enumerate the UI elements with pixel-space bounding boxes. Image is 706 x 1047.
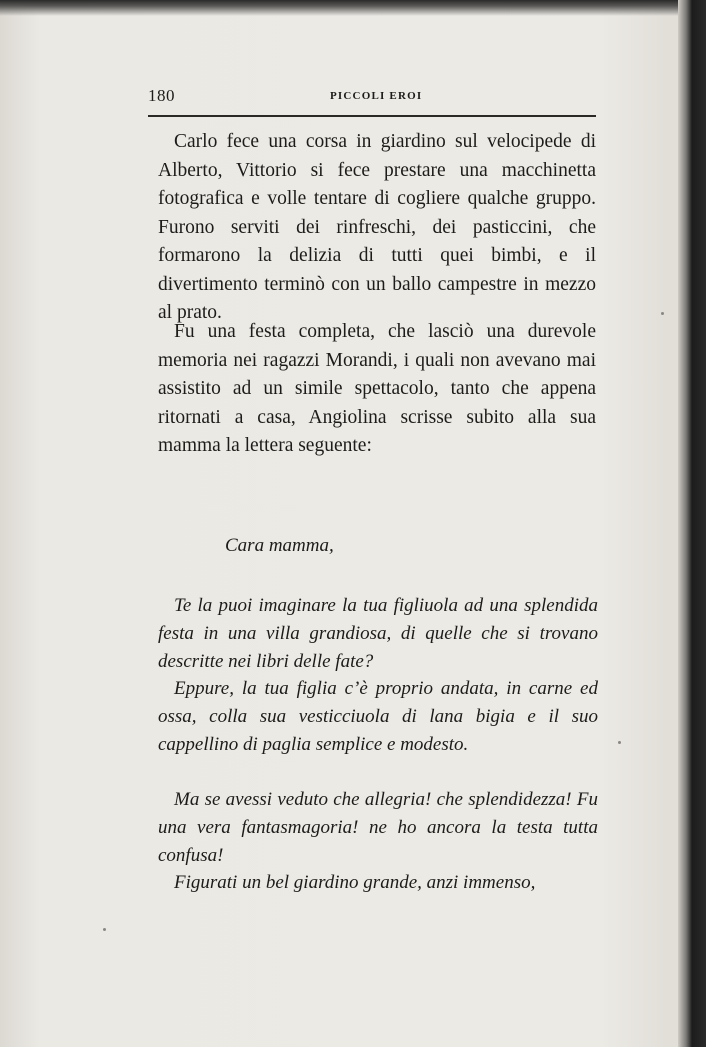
- running-title: PICCOLI EROI: [330, 90, 423, 102]
- scan-page-edge: [678, 0, 706, 1047]
- paper-speck: [103, 928, 106, 931]
- body-paragraph: Carlo fece una corsa in giardino sul velocipede di Alberto, Vittorio si fece prestare una macchinetta fotografica e volle tentare di cogliere qualche gruppo. Furono serviti dei rinfreschi, dei pasticcini, che formarono la delizia di tutti quei bimbi, e il divertimento terminò con un ballo campestre in mezzo al prato.: [158, 131, 596, 323]
- letter-paragraph: Figurati un bel giardino grande, anzi immenso,: [174, 872, 536, 893]
- page-number: 180: [148, 86, 175, 105]
- letter-salutation: Cara mamma,: [225, 535, 334, 556]
- letter-paragraph: Eppure, la tua figlia c’è proprio andata, in carne ed ossa, colla sua vesticciuola di lana bigia e il suo cappellino di paglia semplice e modesto.: [158, 678, 598, 755]
- paper-speck: [618, 741, 621, 744]
- paper-speck: [661, 312, 664, 315]
- letter-paragraph: Ma se avessi veduto che allegria! che splendidezza! Fu una vera fantasmagoria! ne ho ancora la testa tutta confusa!: [158, 789, 598, 866]
- header-rule: [148, 115, 596, 117]
- scan-top-shadow: [0, 0, 706, 16]
- running-header: [148, 86, 596, 108]
- letter-paragraph: Te la puoi imaginare la tua figliuola ad una splendida festa in una villa grandiosa, di quelle che si trovano descritte nei libri delle fate?: [158, 595, 598, 672]
- body-paragraph: Fu una festa completa, che lasciò una durevole memoria nei ragazzi Morandi, i quali non avevano mai assistito ad un simile spettacolo, tanto che appena ritornati a casa, Angiolina scrisse subito alla sua mamma la lettera seguente:: [158, 321, 596, 456]
